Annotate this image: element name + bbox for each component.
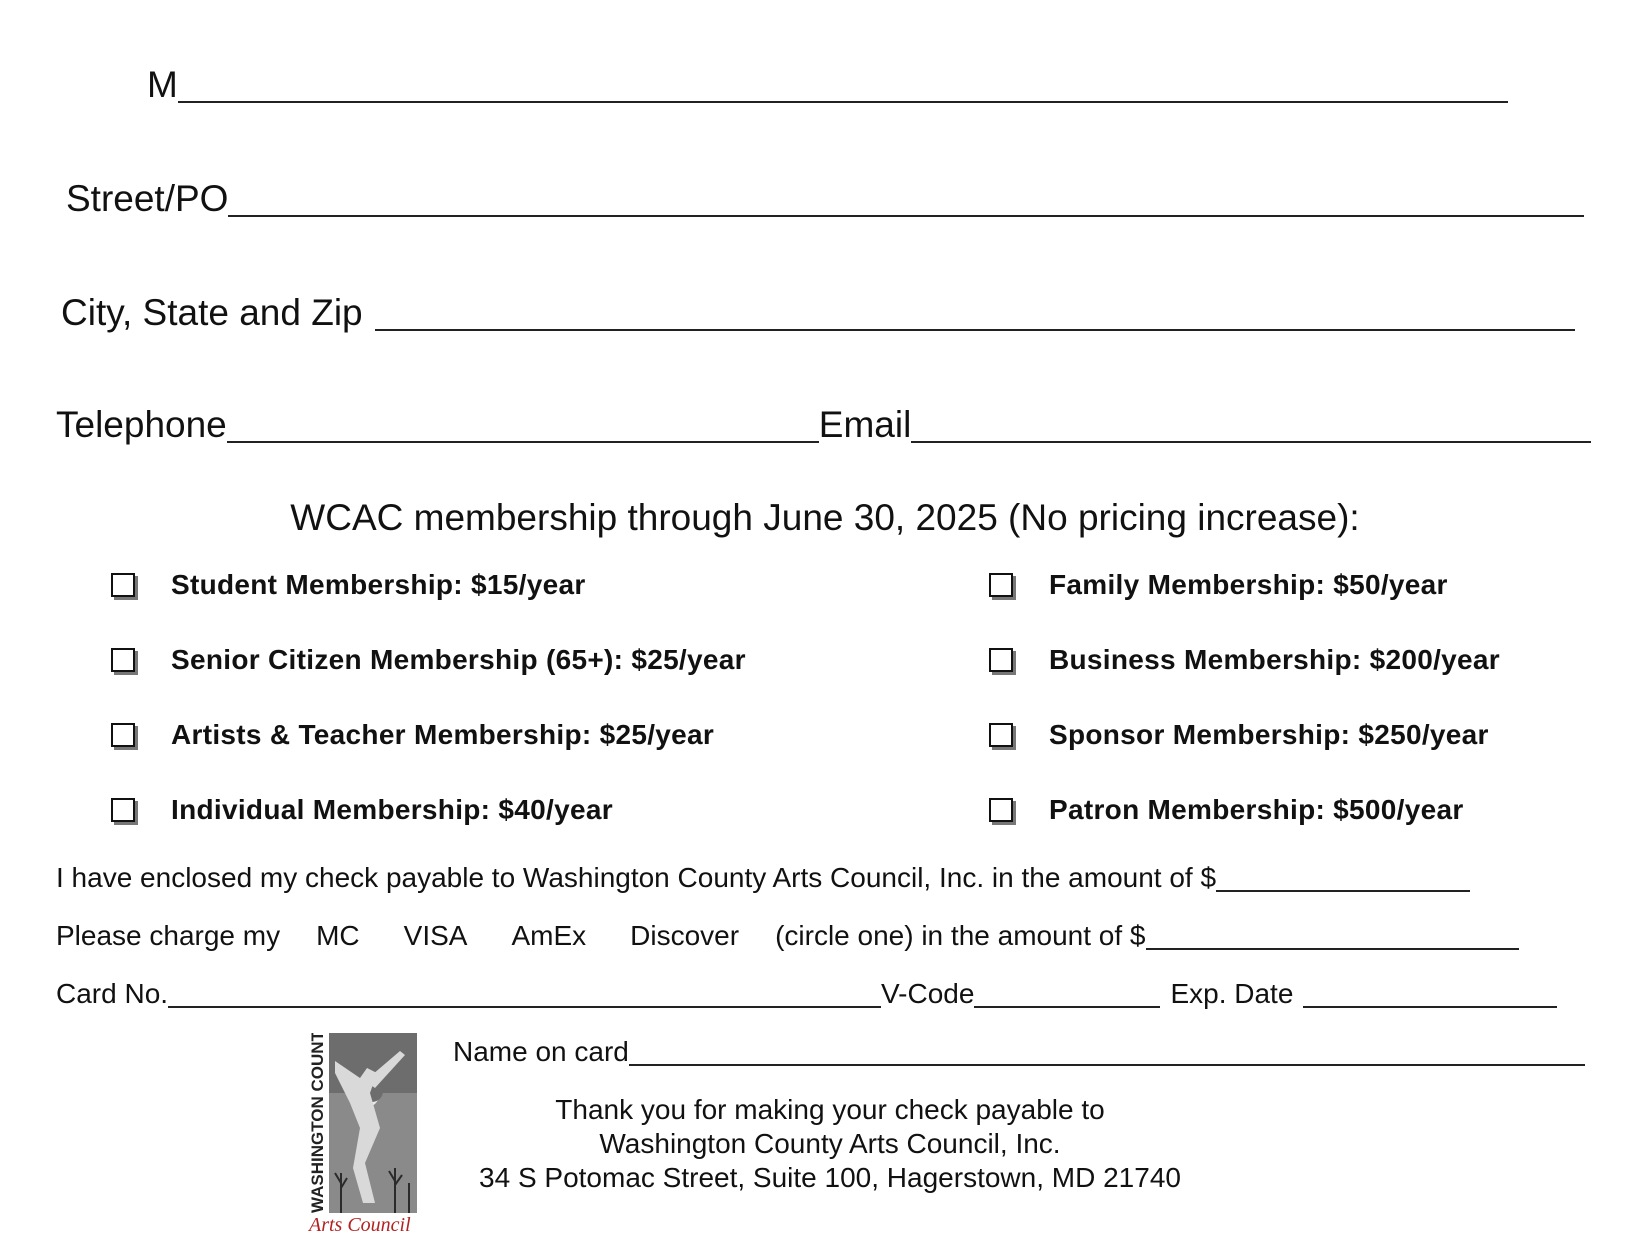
card-no-label: Card No. xyxy=(56,978,169,1009)
city-field-label: City, State and Zip xyxy=(61,292,363,333)
option-patron[interactable] xyxy=(989,794,1464,826)
checkbox[interactable] xyxy=(111,798,135,822)
street-input-line[interactable] xyxy=(228,215,1584,217)
card-details-row xyxy=(56,980,1557,1008)
option-label: Artists & Teacher Membership: $25/year xyxy=(171,719,715,750)
name-field-label: M xyxy=(147,64,178,105)
logo-script-text: Arts Council xyxy=(309,1214,411,1233)
street-field-row xyxy=(66,180,1584,217)
telephone-input-line[interactable] xyxy=(227,441,819,443)
checkbox[interactable] xyxy=(111,648,135,672)
wcac-logo xyxy=(305,1033,421,1233)
telephone-email-row xyxy=(56,406,1591,443)
checkbox[interactable] xyxy=(989,573,1013,597)
option-label: Business Membership: $200/year xyxy=(1049,644,1500,675)
vcode-input-line[interactable] xyxy=(974,1006,1160,1008)
check-amount-label: I have enclosed my check payable to Washington County Arts Council, Inc. in the amount of $ xyxy=(56,862,1217,893)
name-on-card-label: Name on card xyxy=(453,1036,629,1067)
email-field-label: Email xyxy=(818,404,912,445)
street-field-label: Street/PO xyxy=(66,178,229,219)
option-individual[interactable] xyxy=(111,794,613,826)
footer-address: 34 S Potomac Street, Suite 100, Hagerstown, MD 21740 xyxy=(479,1162,1181,1193)
footer-thanks xyxy=(420,1093,1240,1195)
email-input-line[interactable] xyxy=(911,441,1591,443)
option-family[interactable] xyxy=(989,569,1448,601)
card-type-visa[interactable]: VISA xyxy=(403,920,468,951)
membership-heading: WCAC membership through June 30, 2025 (No pricing increase): xyxy=(290,497,1360,538)
option-label: Senior Citizen Membership (65+): $25/year xyxy=(171,644,746,675)
name-field-row xyxy=(147,66,1508,103)
card-type-discover[interactable]: Discover xyxy=(630,920,740,951)
option-sponsor[interactable] xyxy=(989,719,1489,751)
option-label: Patron Membership: $500/year xyxy=(1049,794,1464,825)
footer-line-2: Washington County Arts Council, Inc. xyxy=(599,1128,1061,1159)
city-input-line[interactable] xyxy=(375,329,1575,331)
checkbox[interactable] xyxy=(989,723,1013,747)
logo-vertical-text: WASHINGTON COUNTY xyxy=(308,1033,327,1213)
checkbox[interactable] xyxy=(111,573,135,597)
charge-suffix-label: (circle one) in the amount of $ xyxy=(775,920,1146,951)
option-label: Individual Membership: $40/year xyxy=(171,794,613,825)
charge-card-row xyxy=(56,922,1519,950)
logo-graphic xyxy=(305,1033,421,1233)
exp-date-input-line[interactable] xyxy=(1303,1006,1557,1008)
option-senior[interactable] xyxy=(111,644,746,676)
checkbox[interactable] xyxy=(989,648,1013,672)
card-type-mc[interactable]: MC xyxy=(316,920,360,951)
vcode-label: V-Code xyxy=(881,978,975,1009)
card-no-input-line[interactable] xyxy=(168,1006,881,1008)
check-amount-row xyxy=(56,864,1470,892)
city-field-row xyxy=(61,294,1575,331)
option-business[interactable] xyxy=(989,644,1500,676)
check-amount-input-line[interactable] xyxy=(1216,890,1470,892)
exp-date-label: Exp. Date xyxy=(1170,978,1294,1009)
telephone-field-label: Telephone xyxy=(56,404,227,445)
name-on-card-input-line[interactable] xyxy=(629,1064,1585,1066)
checkbox[interactable] xyxy=(111,723,135,747)
name-input-line[interactable] xyxy=(178,101,1508,103)
charge-amount-input-line[interactable] xyxy=(1146,948,1519,950)
footer-line-1: Thank you for making your check payable to xyxy=(555,1094,1105,1125)
option-label: Student Membership: $15/year xyxy=(171,569,586,600)
card-type-amex[interactable]: AmEx xyxy=(511,920,587,951)
option-label: Sponsor Membership: $250/year xyxy=(1049,719,1489,750)
option-artists-teacher[interactable] xyxy=(111,719,714,751)
option-student[interactable] xyxy=(111,569,586,601)
charge-prefix-label: Please charge my xyxy=(56,920,281,951)
option-label: Family Membership: $50/year xyxy=(1049,569,1448,600)
name-on-card-row xyxy=(453,1038,1585,1066)
checkbox[interactable] xyxy=(989,798,1013,822)
